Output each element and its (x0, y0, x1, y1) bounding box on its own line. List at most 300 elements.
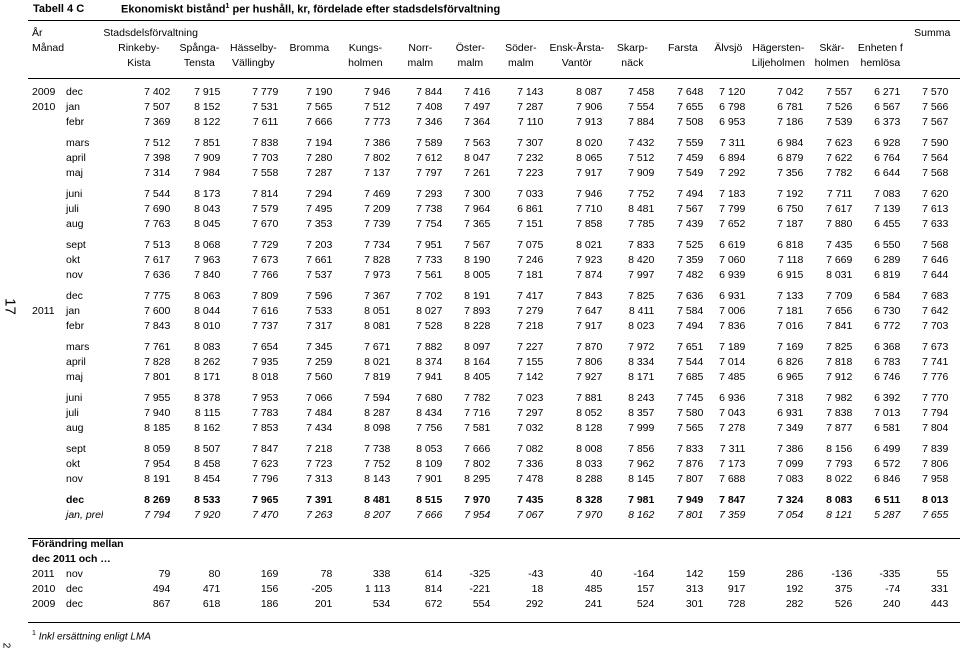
cell-value: 6 846 (874, 473, 901, 485)
cell-value: 7 882 (416, 341, 443, 353)
cell-value: 8 063 (194, 290, 221, 302)
cell-value: 7 853 (252, 422, 279, 434)
cell-value: 7 190 (306, 86, 333, 98)
cell-value: 6 783 (874, 356, 901, 368)
cell-value: 7 432 (628, 137, 655, 149)
cell-value: 7 137 (364, 167, 391, 179)
row-month: okt (66, 458, 81, 470)
row-month: dec (66, 494, 85, 506)
cell-value: 6 550 (874, 239, 901, 251)
cell-value: 7 833 (628, 239, 655, 251)
cell-value: 8 065 (576, 152, 603, 164)
cell-value: 8 145 (628, 473, 655, 485)
cell-value: 7 972 (628, 341, 655, 353)
cell-value: 8 481 (628, 203, 655, 215)
cell-value: 6 931 (719, 290, 746, 302)
cell-value: 6 931 (777, 407, 804, 419)
cell-value: 7 716 (464, 407, 491, 419)
cell-value: 8 287 (364, 407, 391, 419)
table-row (29, 85, 952, 100)
header-top-15 (904, 41, 952, 56)
cell-value: 7 294 (306, 188, 333, 200)
cell-value: 7 893 (464, 305, 491, 317)
change-value: -74 (885, 583, 901, 595)
cell-value: 8 043 (194, 203, 221, 215)
change-value: 1 113 (364, 583, 391, 595)
cell-value: 7 955 (144, 392, 171, 404)
cell-value: 7 560 (306, 371, 333, 383)
cell-value: 7 655 (677, 101, 704, 113)
row-month: sept (66, 443, 86, 455)
change-value: 186 (260, 598, 279, 610)
cell-value: 8 083 (194, 341, 221, 353)
cell-value: 7 828 (144, 356, 171, 368)
cell-value: 7 567 (464, 239, 491, 251)
cell-value: 7 567 (677, 203, 704, 215)
cell-value: 7 839 (922, 443, 949, 455)
cell-value: 7 183 (719, 188, 746, 200)
cell-value: 7 847 (252, 443, 279, 455)
cell-value: 7 512 (364, 101, 391, 113)
cell-value: 7 469 (364, 188, 391, 200)
table-row (29, 202, 952, 217)
cell-value: 7 880 (826, 218, 853, 230)
header-year-label: År (32, 27, 43, 39)
row-month: okt (66, 254, 81, 266)
cell-value: 7 600 (144, 305, 171, 317)
cell-value: 7 756 (416, 422, 443, 434)
cell-value: 6 819 (874, 269, 901, 281)
page-mark: 2 (0, 642, 12, 649)
cell-value: 6 936 (719, 392, 746, 404)
cell-value: 7 075 (517, 239, 544, 251)
cell-value: 7 734 (364, 239, 391, 251)
row-month: jan, prel (66, 509, 104, 521)
row-year (29, 136, 60, 151)
cell-value: 8 044 (194, 305, 221, 317)
cell-value: 7 054 (777, 509, 804, 521)
cell-value: 8 191 (464, 290, 491, 302)
table-row (29, 136, 952, 151)
cell-value: 7 666 (464, 443, 491, 455)
cell-value: 7 802 (364, 152, 391, 164)
cell-value: 7 723 (306, 458, 333, 470)
cell-value: 7 594 (364, 392, 391, 404)
cell-value: 7 801 (677, 509, 704, 521)
cell-value: 7 763 (144, 218, 171, 230)
cell-value: 7 297 (517, 407, 544, 419)
cell-value: 7 611 (252, 116, 279, 128)
cell-value: 7 596 (306, 290, 333, 302)
cell-value: 7 043 (719, 407, 746, 419)
change-value: 169 (260, 568, 279, 580)
cell-value: 7 851 (194, 137, 221, 149)
cell-value: 7 485 (719, 371, 746, 383)
cell-value: 7 825 (628, 290, 655, 302)
cell-value: 7 841 (826, 320, 853, 332)
cell-value: 7 408 (416, 101, 443, 113)
change-value: 614 (424, 568, 443, 580)
cell-value: 8 420 (628, 254, 655, 266)
cell-value: 8 507 (194, 443, 221, 455)
cell-value: 6 965 (777, 371, 804, 383)
table-row (29, 493, 952, 508)
cell-value: 7 173 (719, 458, 746, 470)
cell-value: 8 162 (628, 509, 655, 521)
cell-value: 6 289 (874, 254, 901, 266)
header-top-6: Öster- (455, 42, 485, 54)
change-value: 338 (372, 568, 391, 580)
row-year (29, 442, 60, 457)
cell-value: 7 311 (719, 443, 746, 455)
change-value: 728 (727, 598, 746, 610)
cell-value: 8 021 (576, 239, 603, 251)
header-top-1: Spånga- (179, 42, 220, 54)
cell-value: 7 963 (194, 254, 221, 266)
cell-value: 7 584 (677, 305, 704, 317)
cell-value: 8 087 (576, 86, 603, 98)
change-label-1: Förändring mellan (32, 538, 124, 550)
cell-value: 7 917 (576, 167, 603, 179)
header-bottom-11 (707, 56, 749, 71)
cell-value: 8 022 (826, 473, 853, 485)
cell-value: 7 482 (677, 269, 704, 281)
cell-value: 7 958 (922, 473, 949, 485)
cell-value: 7 917 (576, 320, 603, 332)
cell-value: 6 455 (874, 218, 901, 230)
cell-value: 8 045 (194, 218, 221, 230)
row-year (29, 370, 60, 385)
row-year (29, 187, 60, 202)
cell-value: 8 533 (194, 494, 221, 506)
cell-value: 7 874 (576, 269, 603, 281)
cell-value: 7 782 (826, 167, 853, 179)
row-month: juli (66, 203, 79, 215)
cell-value: 7 014 (719, 356, 746, 368)
cell-value: 7 151 (517, 218, 544, 230)
cell-value: 7 013 (874, 407, 901, 419)
change-value: 18 (531, 583, 544, 595)
cell-value: 7 761 (144, 341, 171, 353)
change-value: 534 (372, 598, 391, 610)
row-month: maj (66, 167, 83, 179)
row-year (29, 493, 60, 508)
cell-value: 7 617 (826, 203, 853, 215)
row-year (29, 238, 60, 253)
header-bottom-12: Liljeholmen (751, 57, 805, 69)
cell-value: 7 779 (252, 86, 279, 98)
cell-value: 7 814 (252, 188, 279, 200)
cell-value: 7 060 (719, 254, 746, 266)
cell-value: 8 018 (252, 371, 279, 383)
cell-value: 7 557 (826, 86, 853, 98)
change-value: 313 (685, 583, 704, 595)
change-label-row-2 (29, 552, 952, 567)
cell-value: 7 655 (922, 509, 949, 521)
cell-value: 7 906 (576, 101, 603, 113)
row-year (29, 508, 60, 523)
table-number: Tabell 4 C (33, 3, 85, 15)
header-blank (60, 26, 103, 41)
cell-value: 7 793 (826, 458, 853, 470)
cell-value: 7 647 (576, 305, 603, 317)
cell-value: 7 754 (416, 218, 443, 230)
table-row (29, 442, 952, 457)
cell-value: 8 191 (144, 473, 171, 485)
cell-value: 7 951 (416, 239, 443, 251)
cell-value: 8 115 (194, 407, 221, 419)
cell-value: 7 279 (517, 305, 544, 317)
table-row (29, 421, 952, 436)
cell-value: 7 568 (922, 167, 949, 179)
cell-value: 8 122 (194, 116, 221, 128)
cell-value: 7 804 (922, 422, 949, 434)
cell-value: 6 511 (874, 494, 901, 506)
change-value: 917 (727, 583, 746, 595)
change-value: 814 (424, 583, 443, 595)
row-month: maj (66, 371, 83, 383)
cell-value: 7 833 (677, 443, 704, 455)
cell-value: 8 013 (922, 494, 949, 506)
header-bottom-2: Vällingby (232, 57, 275, 69)
cell-value: 7 120 (719, 86, 746, 98)
cell-value: 6 939 (719, 269, 746, 281)
header-top-13: Skär- (819, 42, 845, 54)
header-bottom-9: näck (621, 57, 644, 69)
row-month: aug (66, 422, 84, 434)
header-blank (60, 56, 103, 71)
table-row (29, 166, 952, 181)
header-bottom-1: Tensta (183, 57, 215, 69)
cell-value: 7 623 (826, 137, 853, 149)
cell-value: 6 928 (874, 137, 901, 149)
change-row (29, 597, 952, 612)
cell-value: 7 554 (628, 101, 655, 113)
header-top-0: Rinkeby- (118, 42, 160, 54)
change-value: 331 (930, 583, 949, 595)
cell-value: 7 964 (464, 203, 491, 215)
change-year: 2010 (32, 583, 56, 595)
row-month: jan (66, 101, 81, 113)
cell-value: 8 081 (364, 320, 391, 332)
cell-value: 7 669 (826, 254, 853, 266)
cell-value: 7 946 (364, 86, 391, 98)
cell-value: 7 139 (874, 203, 901, 215)
row-year (29, 421, 60, 436)
cell-value: 7 570 (922, 86, 949, 98)
cell-value: 6 781 (777, 101, 804, 113)
cell-value: 8 033 (576, 458, 603, 470)
cell-value: 7 828 (364, 254, 391, 266)
cell-value: 7 581 (464, 422, 491, 434)
cell-value: 7 612 (416, 152, 443, 164)
cell-value: 7 999 (628, 422, 655, 434)
cell-value: 7 300 (464, 188, 491, 200)
cell-value: 7 032 (517, 422, 544, 434)
cell-value: 7 915 (194, 86, 221, 98)
cell-value: 7 459 (677, 152, 704, 164)
cell-value: 7 435 (826, 239, 853, 251)
cell-value: 7 559 (677, 137, 704, 149)
row-year (29, 289, 60, 304)
change-value: 192 (785, 583, 804, 595)
change-value: 375 (834, 583, 853, 595)
cell-value: 7 949 (677, 494, 704, 506)
cell-value: 7 997 (628, 269, 655, 281)
cell-value: 7 652 (719, 218, 746, 230)
header-top-4: Kungs- (348, 42, 382, 54)
cell-value: 7 962 (628, 458, 655, 470)
cell-value: 7 083 (777, 473, 804, 485)
change-label-row-1 (29, 537, 952, 552)
cell-value: 7 353 (306, 218, 333, 230)
cell-value: 7 954 (144, 458, 171, 470)
cell-value: 6 750 (777, 203, 804, 215)
cell-value: 7 661 (306, 254, 333, 266)
cell-value: 7 494 (677, 188, 704, 200)
footnote: $^1$ Inkl ersättning enligt LMA (32, 630, 151, 643)
cell-value: 7 876 (677, 458, 704, 470)
cell-value: 7 738 (364, 443, 391, 455)
cell-value: 7 099 (777, 458, 804, 470)
cell-value: 6 915 (777, 269, 804, 281)
cell-value: 7 287 (517, 101, 544, 113)
row-year (29, 406, 60, 421)
cell-value: 7 623 (252, 458, 279, 470)
cell-value: 7 847 (719, 494, 746, 506)
cell-value: 7 313 (306, 473, 333, 485)
cell-value: 7 654 (252, 341, 279, 353)
cell-value: 7 941 (416, 371, 443, 383)
cell-value: 7 218 (306, 443, 333, 455)
cell-value: 7 292 (719, 167, 746, 179)
change-value: 292 (525, 598, 544, 610)
cell-value: 7 881 (576, 392, 603, 404)
cell-value: 7 307 (517, 137, 544, 149)
cell-value: 8 020 (576, 137, 603, 149)
cell-value: 7 673 (922, 341, 949, 353)
cell-value: 8 068 (194, 239, 221, 251)
change-value: -43 (528, 568, 544, 580)
cell-value: 7 386 (777, 443, 804, 455)
cell-value: 6 581 (874, 422, 901, 434)
cell-value: 7 673 (252, 254, 279, 266)
change-value: 301 (685, 598, 704, 610)
cell-value: 8 374 (416, 356, 443, 368)
row-year (29, 202, 60, 217)
header-row-bottom (29, 56, 952, 71)
cell-value: 8 262 (194, 356, 221, 368)
cell-value: 8 378 (194, 392, 221, 404)
cell-value: 7 688 (719, 473, 746, 485)
cell-value: 6 818 (777, 239, 804, 251)
cell-value: 7 739 (364, 218, 391, 230)
cell-value: 7 314 (144, 167, 171, 179)
cell-value: 7 567 (922, 116, 949, 128)
cell-value: 7 110 (517, 116, 544, 128)
cell-value: 7 858 (576, 218, 603, 230)
cell-value: 7 752 (364, 458, 391, 470)
cell-value: 7 703 (922, 320, 949, 332)
row-month: nov (66, 473, 83, 485)
cell-value: 7 186 (777, 116, 804, 128)
row-month: juni (66, 188, 83, 200)
cell-value: 7 794 (144, 509, 171, 521)
cell-value: 7 287 (306, 167, 333, 179)
cell-value: 7 656 (826, 305, 853, 317)
cell-value: 8 010 (194, 320, 221, 332)
header-top-7: Söder- (505, 42, 537, 54)
cell-value: 7 620 (922, 188, 949, 200)
header-bottom-7: malm (508, 57, 534, 69)
cell-value: 7 349 (777, 422, 804, 434)
cell-value: 7 766 (252, 269, 279, 281)
rule-top (28, 20, 960, 21)
change-value: 55 (936, 568, 949, 580)
cell-value: 7 016 (777, 320, 804, 332)
change-value: 554 (472, 598, 491, 610)
change-value: 618 (202, 598, 221, 610)
cell-value: 8 334 (628, 356, 655, 368)
cell-value: 7 782 (464, 392, 491, 404)
cell-value: 7 369 (144, 116, 171, 128)
row-year (29, 355, 60, 370)
change-year: 2009 (32, 598, 56, 610)
header-top-11: Älvsjö (714, 42, 743, 54)
cell-value: 8 243 (628, 392, 655, 404)
table-row (29, 238, 952, 253)
cell-value: 7 940 (144, 407, 171, 419)
cell-value: 6 373 (874, 116, 901, 128)
cell-value: 7 359 (719, 509, 746, 521)
cell-value: 7 670 (252, 218, 279, 230)
cell-value: 7 775 (144, 290, 171, 302)
cell-value: 7 776 (922, 371, 949, 383)
row-year: 2011 (32, 305, 55, 317)
change-value: 156 (260, 583, 279, 595)
cell-value: 8 185 (144, 422, 171, 434)
cell-value: 6 861 (517, 203, 544, 215)
header-group-label: Stadsdelsförvaltning (103, 27, 198, 39)
cell-value: 7 685 (677, 371, 704, 383)
cell-value: 8 295 (464, 473, 491, 485)
change-value: 524 (636, 598, 655, 610)
table-row (29, 391, 952, 406)
rule-bottom (28, 622, 960, 623)
cell-value: 7 568 (922, 239, 949, 251)
row-year (29, 253, 60, 268)
cell-value: 7 402 (144, 86, 171, 98)
table-row (29, 115, 952, 130)
data-table (29, 26, 952, 612)
cell-value: 7 565 (677, 422, 704, 434)
cell-value: 8 023 (628, 320, 655, 332)
header-top-10: Farsta (667, 42, 698, 54)
change-value: 241 (584, 598, 603, 610)
cell-value: 7 794 (922, 407, 949, 419)
cell-value: 7 809 (252, 290, 279, 302)
cell-value: 7 796 (252, 473, 279, 485)
cell-value: 7 359 (677, 254, 704, 266)
cell-value: 7 497 (464, 101, 491, 113)
cell-value: 6 567 (874, 101, 901, 113)
cell-value: 7 613 (922, 203, 949, 215)
header-bottom-5: malm (407, 57, 434, 69)
cell-value: 7 666 (416, 509, 443, 521)
change-year: 2011 (32, 568, 55, 580)
cell-value: 7 836 (719, 320, 746, 332)
change-value: 142 (685, 568, 704, 580)
